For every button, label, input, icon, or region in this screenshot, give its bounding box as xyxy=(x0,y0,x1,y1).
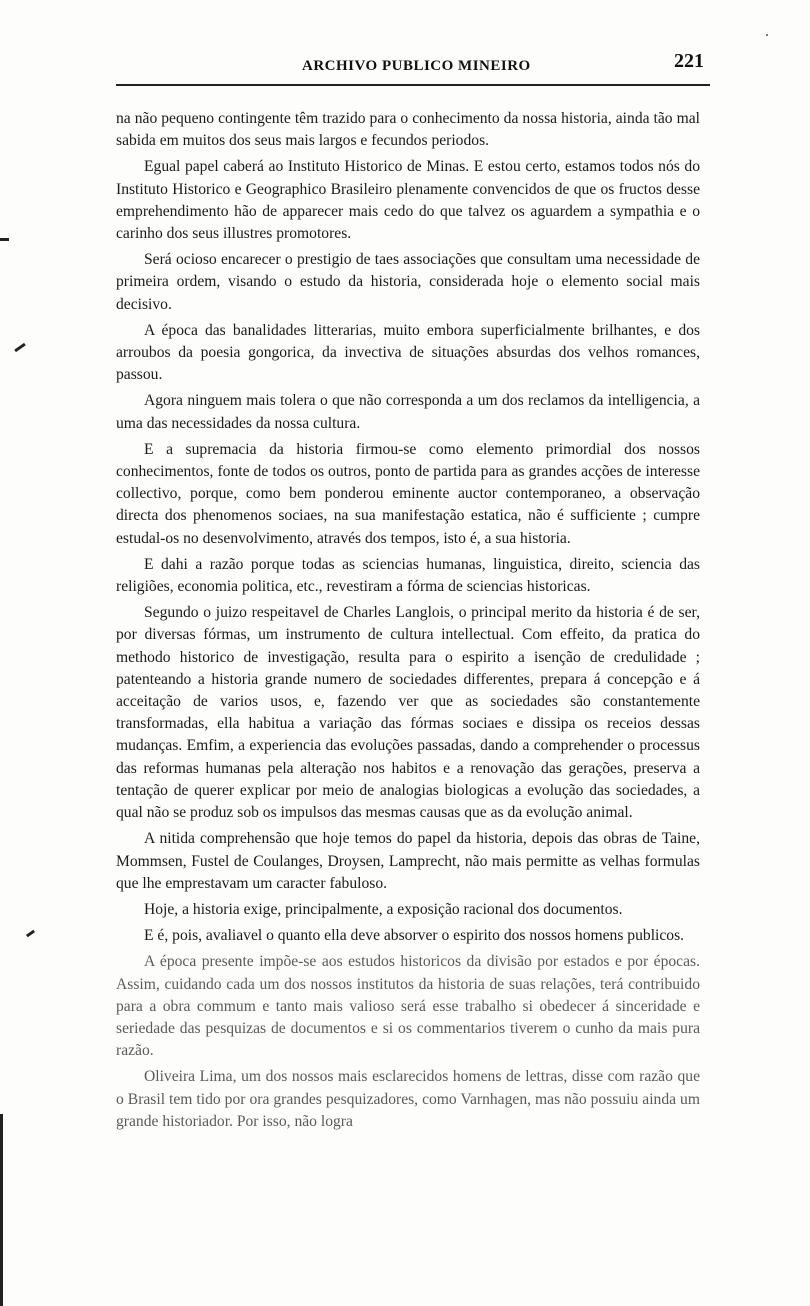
body-text xyxy=(116,108,700,1137)
paragraph-10: Hoje, a historia exige, principalmente, a exposição racional dos documentos. xyxy=(144,900,623,918)
paragraph-8: Segundo o juizo respeitavel de Charles Langlois, o principal merito da historia é de ser, por diversas fórmas, um instrumento de cultura intellectual. Com effeito, da pratica do methodo historico de investigação, resulta para o espirito a isenção de credulidade ; patenteando a historia grande numero de sociedades differentes, prepara á concepção e á acceitação de varios usos, e, fazendo ver que as sociedades são constantemente transformadas, ella habitua a variação das fórmas sociaes e dissipa os receios dessas mudanças. Emfim, a experiencia das evoluções passadas, dando a comprehender o processus das reformas humanas pela alteração nos habitos e a renovação das gerações, preserva a tentação de querer explicar por meio de analogias biologicas a evolução das sociedades, a qual não se produz sob os impulsos das mesmas causas que as da evolução animal. xyxy=(116,604,700,822)
scan-speck xyxy=(766,34,768,36)
page-number: 221 xyxy=(674,50,704,72)
paragraph-4: A época das banalidades litterarias, muito embora superficialmente brilhantes, e dos arroubos da poesia gongorica, da invectiva de situações absurdas dos velhos romances, passou. xyxy=(116,321,700,384)
paragraph-2: Egual papel caberá ao Instituto Historico de Minas. E estou certo, estamos todos nós do Instituto Historico e Geographico Brasileiro plenamente convencidos de que os fructos desse emprehendimento hão de apparecer mais cedo do que talvez os aguardem a sympathia e o carinho dos seus illustres promotores. xyxy=(116,158,700,243)
margin-tick-mark xyxy=(14,343,26,352)
paragraph-7: E dahi a razão porque todas as sciencias humanas, linguistica, direito, sciencia das religiões, economia politica, etc., revestiram a fórma de sciencias historicas. xyxy=(116,555,700,596)
paragraph-12: A época presente impõe-se aos estudos historicos da divisão por estados e por épocas. Assim, cuidando cada um dos nossos institutos da historia de suas relações, terá contribuido para a obra commum e tanto mais valioso será esse trabalho si obedecer á sinceridade e seriedade das pesquizas de documentos e si os commentarios tiverem o cunho da mais pura razão. xyxy=(116,953,700,1060)
binding-edge-line xyxy=(0,1114,3,1306)
header-rule xyxy=(116,84,710,86)
margin-tick-mark xyxy=(26,930,35,938)
paragraph-13: Oliveira Lima, um dos nossos mais esclarecidos homens de lettras, disse com razão que o Brasil tem tido por ora grandes pesquizadores, como Varnhagen, mas não possuiu ainda um grande historiador. Por isso, não logra xyxy=(116,1068,700,1130)
paragraph-11: E é, pois, avaliavel o quanto ella deve absorver o espirito dos nossos homens publicos. xyxy=(144,927,685,945)
header-title: ARCHIVO PUBLICO MINEIRO xyxy=(302,58,531,74)
margin-tick-mark xyxy=(0,238,9,241)
paragraph-1: na não pequeno contingente têm trazido para o conhecimento da nossa historia, ainda tão mal sabida em muitos dos seus mais largos e fecundos periodos. xyxy=(116,110,700,150)
paragraph-5: Agora ninguem mais tolera o que não corresponda a um dos reclamos da intelligencia, a uma das necessidades da nossa cultura. xyxy=(116,392,700,432)
running-header xyxy=(116,48,710,84)
paragraph-3: Será ocioso encarecer o prestigio de taes associações que consultam uma necessidade de primeira ordem, visando o estudo da historia, considerada hoje o elemento social mais decisivo. xyxy=(116,251,700,313)
paragraph-6: E a supremacia da historia firmou-se como elemento primordial dos nossos conhecimentos, fonte de todos os outros, ponto de partida para as grandes acções de interesse collectivo, porque, como bem ponderou eminente auctor contemporaneo, a observação directa dos phenomenos sociaes, na sua manifestação estatica, não é sufficiente ; cumpre estudal-os no desenvolvimento, através dos tempos, isto é, a sua historia. xyxy=(116,440,700,547)
paragraph-9: A nitida comprehensão que hoje temos do papel da historia, depois das obras de Taine, Mommsen, Fustel de Coulanges, Droysen, Lamprecht, não mais permitte as velhas formulas que lhe emprestavam um caracter fabuloso. xyxy=(116,830,700,892)
